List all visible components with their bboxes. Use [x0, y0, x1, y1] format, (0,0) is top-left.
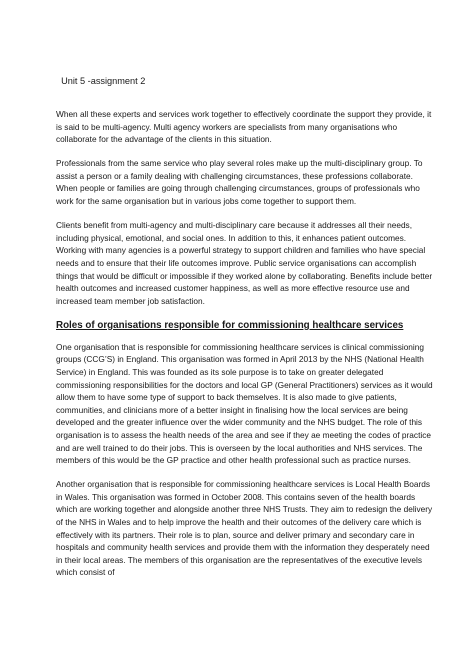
document-body [56, 108, 434, 591]
document-page [56, 0, 434, 670]
paragraph-ccg-england: One organisation that is responsible for commissioning healthcare services is clinical commissioning groups (CCG’S) in England. This organisation was formed in April 2013 by the NHS (National Health Service) in England. This was founded as its sole purpose is to take on greater delegated commissioning responsibilities for the doctors and local GP (General Practitioners) services as it would allow them to have some type of support to back themselves. It is also made to give patients, communities, and clinicians more of a better insight in finalising how the local services are being developed and the greater influence over the wider community and the NHS budget. The role of this organisation is to assess the health needs of the area and see if they ae meeting the codes of practice and are well trained to do their jobs. This is overseen by the local authorities and NHS services. The members of this would be the GP practice and other health professional such as practice nurses. [56, 341, 433, 466]
paragraph-multi-disciplinary: Professionals from the same service who play several roles make up the multi-disciplinary group. To assist a person or a family dealing with challenging circumstances, these professions collaborate. When people or families are going through challenging circumstances, groups of professionals who work for the same organisation but in various jobs come together to support them. [56, 158, 423, 207]
paragraph-local-health-boards-wales: Another organisation that is responsible for commissioning healthcare services is Local Health Boards in Wales. This organisation was formed in October 2008. This contains seven of the health boards which are working together and alongside another three NHS Trusts. They aim to redesign the delivery of the NHS in Wales and to help improve the health and their outcomes of the delivery care which is effectively with its partners. Their role is to plan, source and deliver primary and secondary care in hospitals and community health services and provide them with the information they desperately need in their local areas. The members of this organisation are the representatives of the executive levels which consist of [56, 479, 433, 578]
section-heading-commissioning: Roles of organisations responsible for commissioning healthcare services [56, 319, 404, 331]
paragraph-multi-agency: When all these experts and services work together to effectively coordinate the support they provide, it is said to be multi-agency. Multi agency workers are specialists from many organisations who collaborate for the advantage of the clients in this situation. [56, 109, 432, 145]
paragraph-client-benefits: Clients benefit from multi-agency and multi-disciplinary care because it addresses all their needs, including physical, emotional, and social ones. In addition to this, it enhances patient outcomes. Working with many agencies is a powerful strategy to support children and families who have special needs and to ensure that their life outcomes improve. Public service organisations can accomplish things that would be difficult or impossible if they worked alone by collaborating. Benefits include better health outcomes and increased customer happiness, as well as more effective resource use and increased team member job satisfaction. [56, 220, 433, 306]
document-header: Unit 5 -assignment 2 [56, 76, 146, 86]
